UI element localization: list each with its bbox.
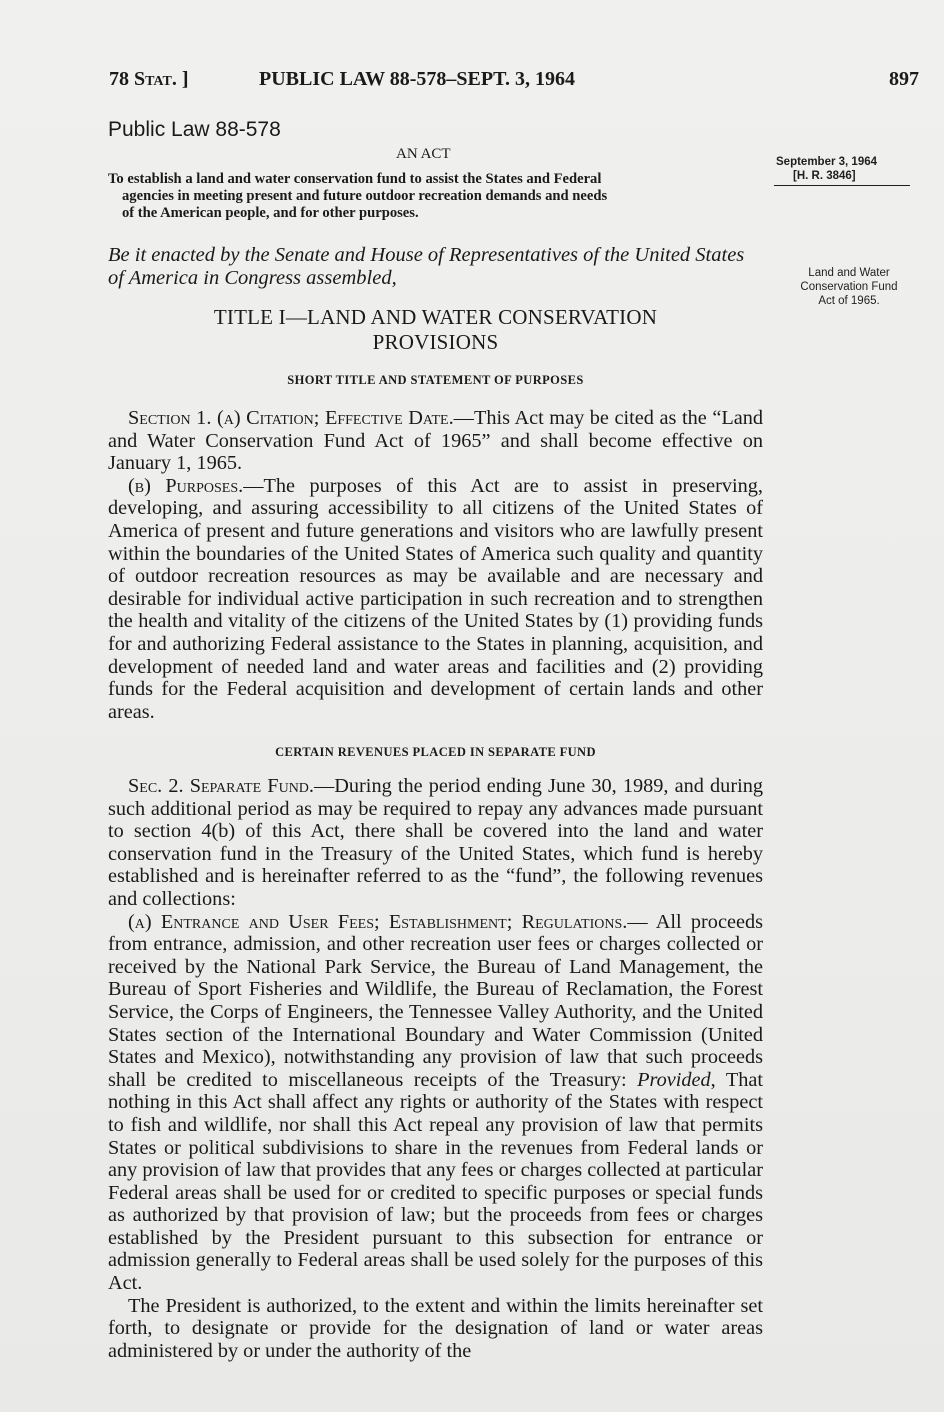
title-heading-line: PROVISIONS: [372, 330, 499, 354]
paragraph: [108, 407, 763, 475]
provided-clause: Provided: [637, 1068, 711, 1091]
an-act-label: AN ACT: [396, 146, 451, 162]
paragraph-text: —The purposes of this Act are to assist in preserving, developing, and assuring accessibility to all citizens of the United States of America of present and future generations and visitors who are lawfully present within the boundaries of the United States of America such quality and quantity of outdoor recreation resources as may be available and are necessary and desirable for individual active participation in such recreation and to strengthen the health and vitality of the citizens of the United States by (1) providing funds for and authorizing Federal assistance to the States in planning, acquisition, and development of needed land and water areas and facilities and (2) providing funds for the Federal acquisition and development of certain lands and other areas.: [108, 474, 764, 723]
paragraph: The President is authorized, to the extent and within the limits hereinafter set forth, to designate or provide for the designation of land or water areas administered by or under the authority of the: [108, 1294, 763, 1362]
act-purpose: [108, 171, 760, 222]
law-title: Public Law 88-578: [108, 118, 281, 141]
section-label: (a) Entrance and User Fees; Establishment; Regulations.: [128, 910, 628, 933]
section-heading: SHORT TITLE AND STATEMENT OF PURPOSES: [287, 373, 584, 387]
section-2-text: [108, 775, 763, 1362]
section-label: (b) Purposes.: [128, 474, 244, 497]
title-heading: [108, 305, 763, 355]
page-header: [109, 68, 919, 92]
margin-note-line: Conservation Fund: [800, 281, 898, 293]
paragraph-text: —During the period ending June 30, 1989, and during such additional period as may be required to repay any advances made pursuant to section 4(b) of this Act, there shall be covered into the land and water conservation fund in the Treasury of the United States, which fund is hereby established and is hereinafter referred to as the “fund”, the following revenues and collections:: [108, 775, 763, 910]
margin-rule: [774, 185, 910, 186]
section-label: Section 1. (a) Citation; Effective Date.: [128, 407, 454, 429]
purpose-line: To establish a land and water conservation fund to assist the States and Federal: [108, 171, 602, 187]
margin-bill-number: [H. R. 3846]: [793, 170, 856, 182]
section-heading: CERTAIN REVENUES PLACED IN SEPARATE FUND: [275, 745, 596, 759]
page-number: 897: [889, 68, 919, 90]
section-label: Sec. 2. Separate Fund.: [128, 775, 314, 797]
running-title: PUBLIC LAW 88-578–SEPT. 3, 1964: [259, 68, 575, 90]
paragraph-text: , That nothing in this Act shall affect any rights or authority of the States with respect to fish and wildlife, nor shall this Act repeal any provision of law that permits States or political subdivisions to share in the revenues from Federal lands or any provision of law that provides that any fees or charges collected at particular Federal areas shall be used for or credited to specific purposes or special funds as authorized by that provision of law; but the proceeds from fees or charges established by the President pursuant to this subsection for entrance or admission generally to Federal areas shall be used solely for the purposes of this Act.: [108, 1068, 763, 1295]
enacting-clause: Be it enacted by the Senate and House of Representatives of the United States of America in Congress assembled,: [108, 244, 745, 289]
margin-note-line: Act of 1965.: [818, 295, 880, 307]
paragraph: [108, 775, 763, 911]
paragraph-text: — All proceeds from entrance, admission, and other recreation user fees or charges collected or received by the National Park Service, the Bureau of Land Management, the Bureau of Sport Fisheries and Wildlife, the Bureau of Reclamation, the Forest Service, the Corps of Engineers, the Tennessee Valley Authority, and the United States section of the International Boundary and Water Commission (United States and Mexico), notwithstanding any provision of law that such proceeds shall be credited to miscellaneous receipts of the Treasury:: [108, 910, 763, 1091]
section-1-text: [108, 407, 763, 723]
margin-note-line: Land and Water: [808, 267, 890, 279]
title-heading-line: TITLE I—LAND AND WATER CONSERVATION: [213, 305, 658, 329]
margin-date: September 3, 1964: [776, 156, 878, 168]
paragraph-text: —This Act may be cited as the “Land and Water Conservation Fund Act of 1965” and shall become effective on January 1, 1965.: [108, 407, 763, 475]
paragraph: [108, 911, 763, 1295]
margin-short-title-note: [774, 266, 924, 308]
purpose-line: agencies in meeting present and future outdoor recreation demands and needs: [122, 188, 608, 204]
statute-reference: 78 Stat. ]: [109, 68, 189, 90]
purpose-line: of the American people, and for other purposes.: [122, 205, 419, 221]
paragraph: [108, 475, 763, 724]
